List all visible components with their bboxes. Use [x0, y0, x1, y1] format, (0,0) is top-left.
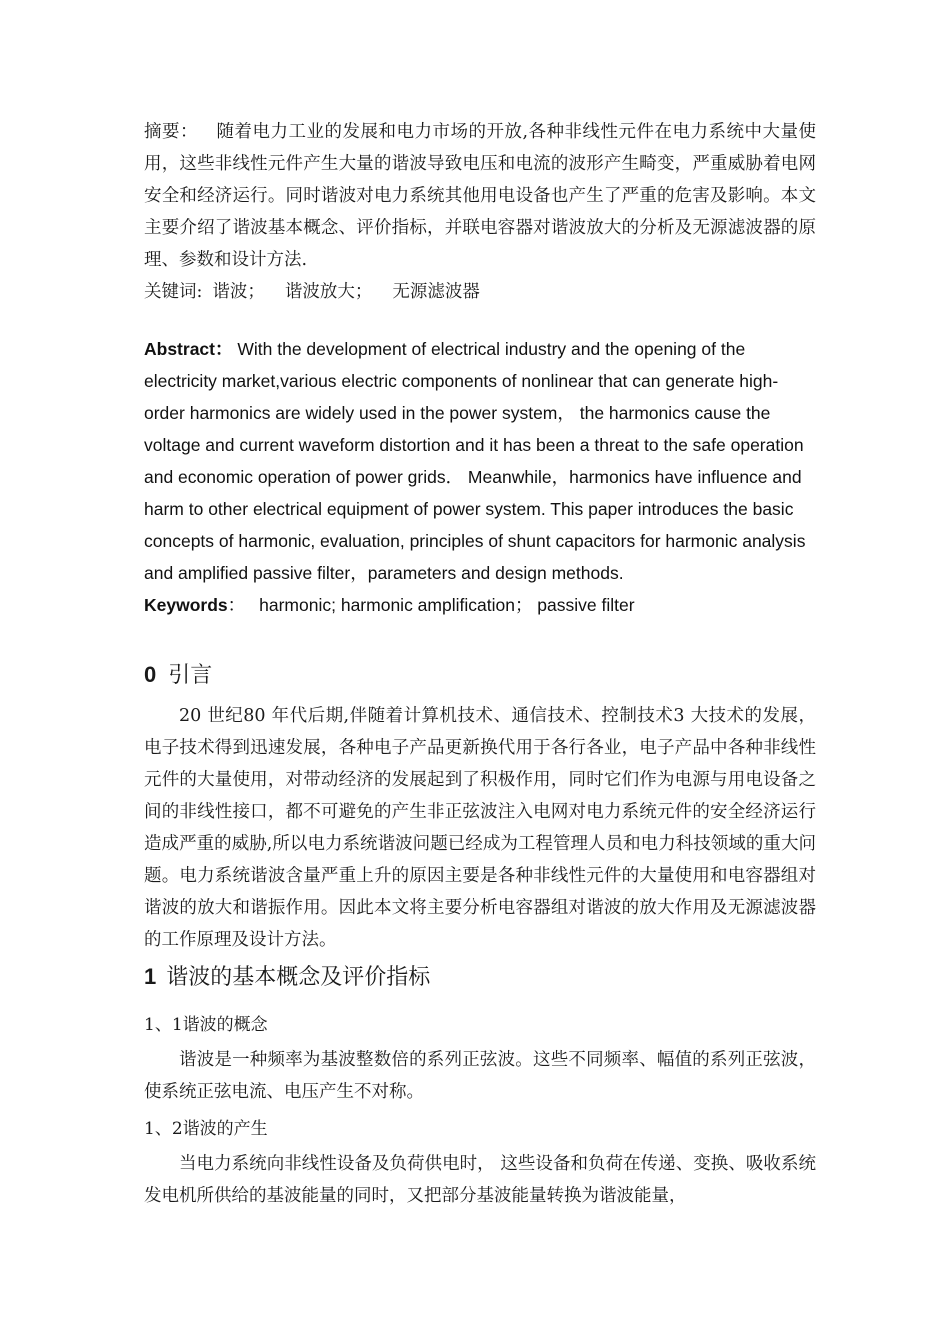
abstract-cn [144, 116, 816, 308]
subsection-1-1-body [144, 1044, 816, 1108]
subsection-1-2 [144, 1115, 816, 1143]
subsection-1-1 [144, 1011, 816, 1039]
section-0 [144, 660, 816, 691]
abstract-en [144, 333, 816, 621]
subsection-1-1-paragraph: 谐波是一种频率为基波整数倍的系列正弦波。这些不同频率、幅值的系列正弦波， 使系统正弦电流、电压产生不对称。 [144, 1050, 816, 1102]
subsection-1-2-paragraph: 当电力系统向非线性设备及负荷供电时， 这些设备和负荷在传递、变换、吸收系统发电机所供给的基波能量的同时，又把部分基波能量转换为谐波能量， [144, 1154, 816, 1206]
abstract-cn-text: 随着电力工业的发展和电力市场的开放,各种非线性元件在电力系统中大量使用，这些非线性元件产生大量的谐波导致电压和电流的波形产生畸变，严重威胁着电网安全和经济运行。同时谐波对电力系统其他用电设备也产生了严重的危害及影响。本文主要介绍了谐波基本概念、评价指标，并联电容器对谐波放大的分析及无源滤波器的原理、参数和设计方法. [144, 122, 817, 270]
subsection-1-2-title: 1、2谐波的产生 [144, 1119, 268, 1139]
keywords-en-text: harmonic; harmonic amplification； passive filter [259, 595, 635, 615]
section-1-heading [144, 962, 816, 993]
abstract-en-text: With the development of electrical industry and the opening of the electricity market,various electric components of nonlinear that can generate high-order harmonics are widely used in the power system， the harmonics cause the voltage and current waveform distortion and it has been a threat to the safe operation and economic operation of power grids． Meanwhile，harmonics have influence and harm to other electrical equipment of power system. This paper introduces the basic concepts of harmonic, evaluation, principles of shunt capacitors for harmonic analysis and amplified passive filter，parameters and design methods. [144, 339, 806, 583]
keywords-en-colon: ： [227, 595, 246, 615]
section-0-title: 引言 [168, 663, 213, 688]
abstract-en-paragraph [144, 333, 816, 589]
abstract-cn-label: 摘要： [144, 122, 198, 142]
subsection-1-1-title: 1、1谐波的概念 [144, 1015, 268, 1035]
abstract-cn-paragraph [144, 116, 816, 276]
section-0-body [144, 700, 816, 956]
keywords-en [144, 589, 816, 621]
section-1-title: 谐波的基本概念及评价指标 [166, 965, 431, 990]
section-1-number: 1 [144, 964, 157, 989]
section-1 [144, 962, 816, 993]
keywords-cn-label: 关键词: [144, 282, 203, 302]
keyword-cn-2: 谐波放大； [284, 282, 373, 302]
keywords-cn [144, 276, 816, 308]
keywords-en-label: Keywords [144, 595, 228, 615]
section-0-heading [144, 660, 816, 691]
keyword-cn-3: 无源滤波器 [392, 282, 480, 302]
subsection-1-2-body [144, 1148, 816, 1212]
section-0-number: 0 [144, 662, 157, 687]
abstract-en-label: Abstract： [144, 339, 233, 359]
keyword-cn-1: 谐波； [212, 282, 265, 302]
section-0-paragraph: 20 世纪80 年代后期,伴随着计算机技术、通信技术、控制技术3 大技术的发展，电子技术得到迅速发展，各种电子产品更新换代用于各行各业，电子产品中各种非线性元件的大量使用，对带动经济的发展起到了积极作用，同时它们作为电源与用电设备之间的非线性接口，都不可避免的产生非正弦波注入电网对电力系统元件的安全经济运行造成严重的威胁,所以电力系统谐波问题已经成为工程管理人员和电力科技领域的重大问题。电力系统谐波含量严重上升的原因主要是各种非线性元件的大量使用和电容器组对谐波的放大和谐振作用。因此本文将主要分析电容器组对谐波的放大作用及无源滤波器的工作原理及设计方法。 [144, 706, 816, 950]
